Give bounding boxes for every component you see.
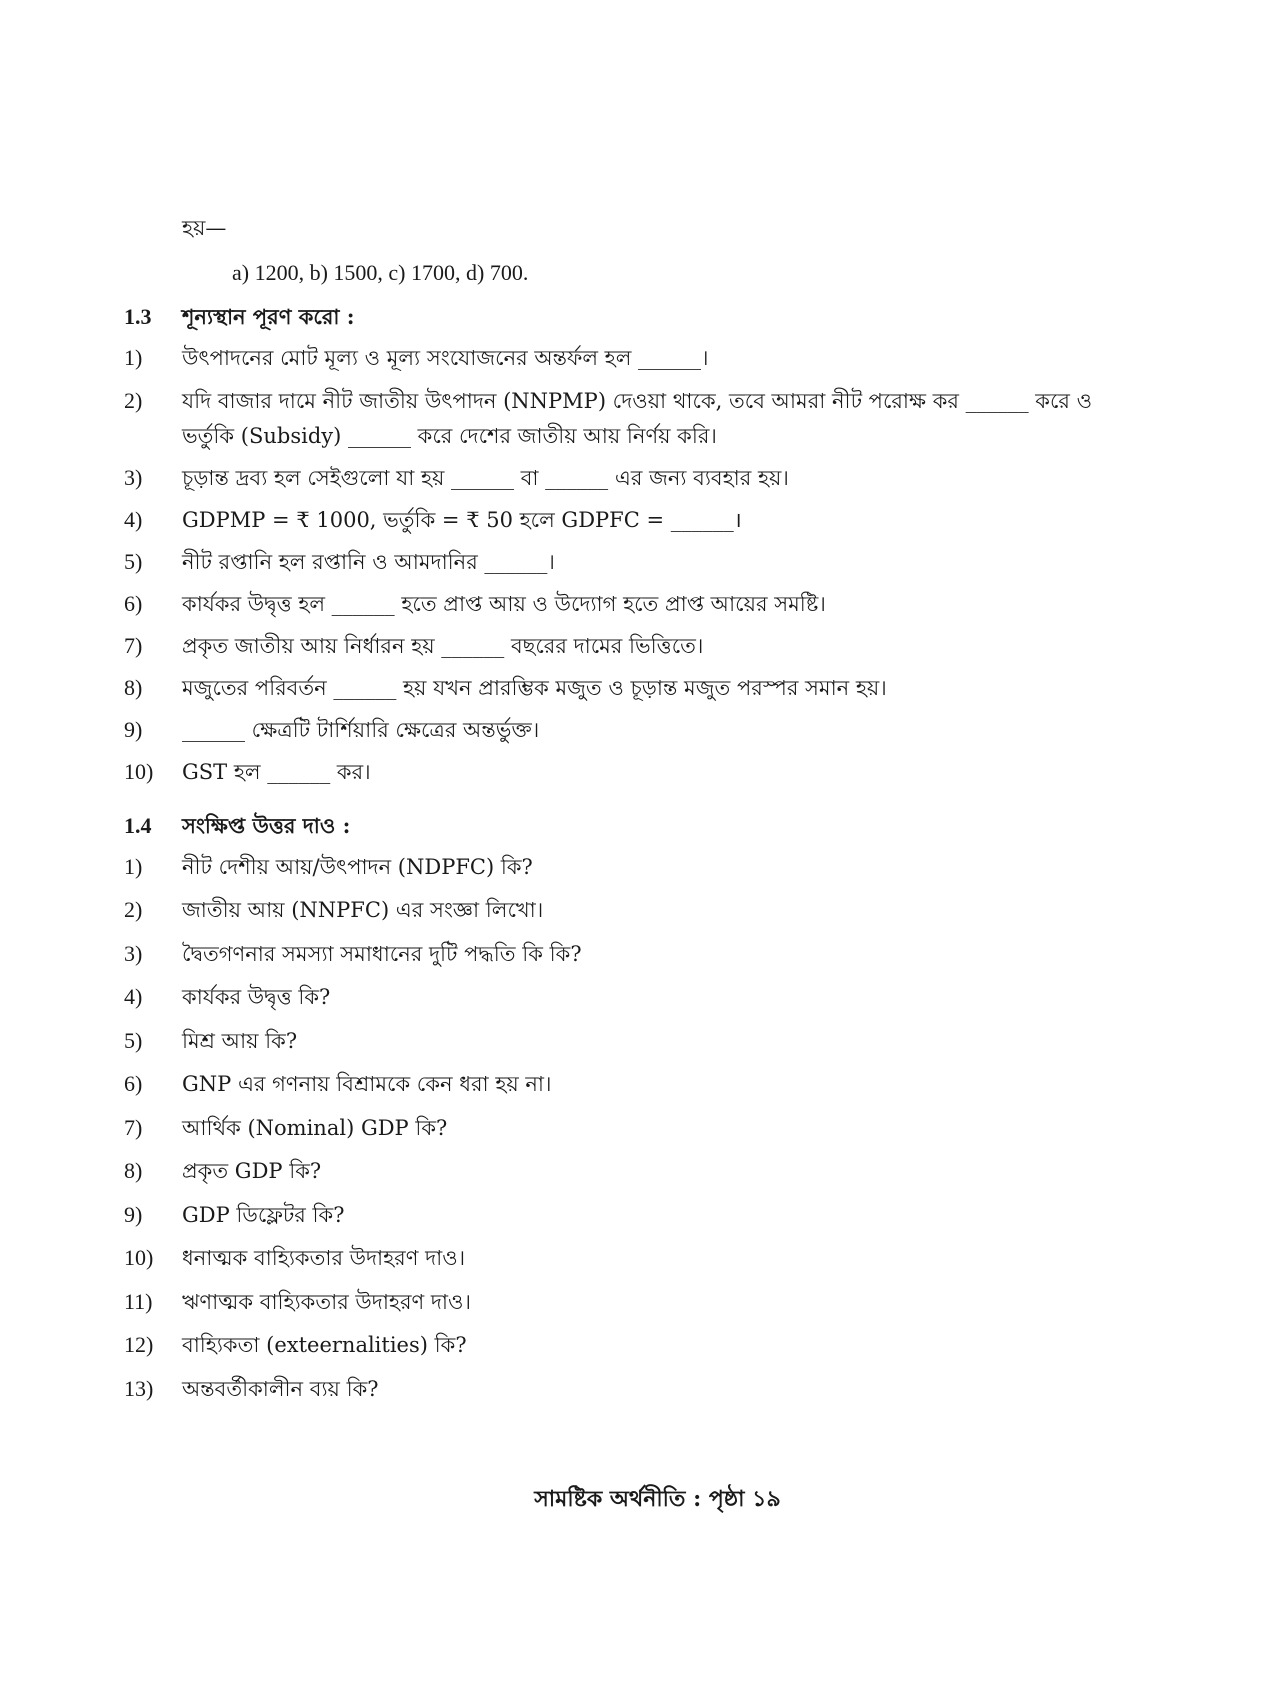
- item-text: আর্থিক (Nominal) GDP কি?: [182, 1116, 448, 1140]
- item-text: যদি বাজার দামে নীট জাতীয় উৎপাদন (NNPMP) দেওয়া থাকে, তবে আমরা নীট পরোক্ষ কর ______ করে ও: [182, 389, 1093, 413]
- item-number: 9): [124, 1202, 143, 1227]
- item-number: 8): [124, 1158, 143, 1183]
- item-text: GDP ডিফ্লেটর কি?: [182, 1203, 345, 1227]
- item-text: GNP এর গণনায় বিশ্রামকে কেন ধরা হয় না।: [182, 1072, 552, 1096]
- item-number: 8): [124, 675, 143, 700]
- item-text: নীট দেশীয় আয়/উৎপাদন (NDPFC) কি?: [182, 855, 533, 879]
- item-number: 2): [124, 897, 143, 922]
- item-text: মজুতের পরিবর্তন ______ হয় যখন প্রারম্ভিক মজুত ও চূড়ান্ত মজুত পরস্পর সমান হয়।: [182, 676, 887, 700]
- item-number: 3): [124, 941, 143, 966]
- question-continuation: হয়—: [182, 216, 227, 240]
- item-text: নীট রপ্তানি হল রপ্তানি ও আমদানির ______।: [182, 550, 555, 574]
- section-title-1-3: শূন্যস্থান পূরণ করো :: [182, 304, 355, 329]
- item-text: ঋণাত্মক বাহ্যিকতার উদাহরণ দাও।: [182, 1290, 471, 1314]
- item-number: 11): [124, 1289, 153, 1314]
- item-text: ______ ক্ষেত্রটি টার্শিয়ারি ক্ষেত্রের অন্তর্ভুক্ত।: [182, 718, 540, 742]
- item-text: GDPMP = ₹ 1000, ভর্তুকি = ₹ 50 হলে GDPFC = ______।: [182, 508, 742, 532]
- page-footer: সামষ্টিক অর্থনীতি : পৃষ্ঠা ১৯: [534, 1486, 781, 1512]
- item-number: 12): [124, 1332, 154, 1357]
- item-number: 4): [124, 507, 143, 532]
- item-text: জাতীয় আয় (NNPFC) এর সংজ্ঞা লিখো।: [182, 898, 544, 922]
- item-number: 1): [124, 854, 143, 879]
- item-number: 7): [124, 1115, 143, 1140]
- item-number: 4): [124, 984, 143, 1009]
- item-number: 2): [124, 388, 143, 413]
- item-number: 10): [124, 1245, 154, 1270]
- item-text: চূড়ান্ত দ্রব্য হল সেইগুলো যা হয় ______ বা ______ এর জন্য ব্যবহার হয়।: [182, 466, 789, 490]
- answer-options: a) 1200, b) 1500, c) 1700, d) 700.: [232, 260, 529, 285]
- item-number: 13): [124, 1376, 154, 1401]
- item-text: অন্তবর্তীকালীন ব্যয় কি?: [182, 1377, 379, 1401]
- section-title-1-4: সংক্ষিপ্ত উত্তর দাও :: [182, 813, 351, 838]
- item-text: মিশ্র আয় কি?: [182, 1029, 298, 1053]
- item-number: 10): [124, 759, 154, 784]
- item-number: 6): [124, 1071, 143, 1096]
- item-text: বাহ্যিকতা (exteernalities) কি?: [182, 1333, 467, 1357]
- section-number-1-3: 1.3: [124, 304, 152, 329]
- item-text: উৎপাদনের মোট মূল্য ও মূল্য সংযোজনের অন্তর্ফল হল ______।: [182, 346, 709, 370]
- item-text: প্রকৃত জাতীয় আয় নির্ধারন হয় ______ বছরের দামের ভিত্তিতে।: [182, 634, 704, 658]
- item-text: প্রকৃত GDP কি?: [182, 1159, 322, 1183]
- item-text: কার্যকর উদ্বৃত্ত কি?: [182, 985, 331, 1009]
- item-number: 9): [124, 717, 143, 742]
- item-text: কার্যকর উদ্বৃত্ত হল ______ হতে প্রাপ্ত আয় ও উদ্যোগ হতে প্রাপ্ত আয়ের সমষ্টি।: [182, 592, 826, 616]
- item-number: 5): [124, 1028, 143, 1053]
- item-number: 7): [124, 633, 143, 658]
- item-number: 1): [124, 345, 143, 370]
- item-text: দ্বৈতগণনার সমস্যা সমাধানের দুটি পদ্ধতি কি কি?: [182, 942, 582, 966]
- item-text-continued: ভর্তুকি (Subsidy) ______ করে দেশের জাতীয় আয় নির্ণয় করি।: [182, 424, 717, 448]
- section-number-1-4: 1.4: [124, 813, 152, 838]
- item-text: GST হল ______ কর।: [182, 760, 371, 784]
- item-number: 6): [124, 591, 143, 616]
- item-number: 5): [124, 549, 143, 574]
- item-text: ধনাত্মক বাহ্যিকতার উদাহরণ দাও।: [182, 1246, 466, 1270]
- item-number: 3): [124, 465, 143, 490]
